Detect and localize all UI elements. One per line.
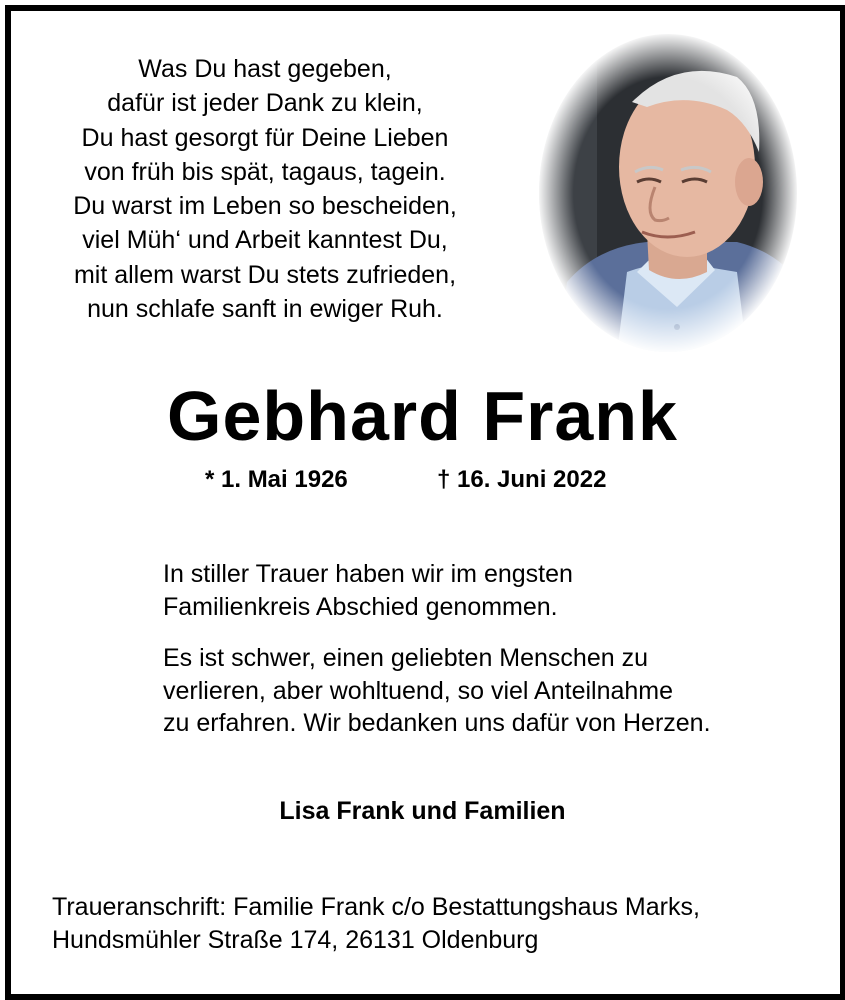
poem-line: mit allem warst Du stets zufrieden, bbox=[73, 260, 457, 289]
poem-line: viel Müh‘ und Arbeit kanntest Du, bbox=[82, 226, 448, 255]
birth-date: * 1. Mai 1926 bbox=[205, 466, 348, 493]
signers: Lisa Frank und Familien bbox=[279, 797, 566, 825]
portrait-photo bbox=[537, 32, 799, 354]
poem-line: Du warst im Leben so bescheiden, bbox=[73, 192, 457, 221]
paragraph-line: In stiller Trauer haben wir im engsten bbox=[163, 560, 573, 588]
poem-line: Was Du hast gegeben, bbox=[138, 55, 392, 83]
address-line: Hundsmühler Straße 174, 26131 Oldenburg bbox=[52, 926, 539, 954]
paragraph-line: zu erfahren. Wir bedanken uns dafür von Herzen. bbox=[163, 709, 711, 737]
poem-line: Du hast gesorgt für Deine Lieben bbox=[81, 123, 449, 152]
death-date: † 16. Juni 2022 bbox=[437, 466, 607, 493]
mourning-paragraph bbox=[163, 558, 573, 623]
thanks-paragraph bbox=[163, 642, 711, 740]
memorial-poem bbox=[30, 52, 500, 326]
paragraph-line: verlieren, aber wohltuend, so viel Anteilnahme bbox=[163, 676, 674, 705]
mourning-address bbox=[52, 891, 700, 957]
poem-line: von früh bis spät, tagaus, tagein. bbox=[84, 157, 446, 186]
paragraph-line: Familienkreis Abschied genommen. bbox=[163, 592, 558, 621]
poem-line: nun schlafe sanft in ewiger Ruh. bbox=[87, 295, 443, 324]
paragraph-line: Es ist schwer, einen geliebten Menschen zu bbox=[163, 644, 648, 672]
poem-line: dafür ist jeder Dank zu klein, bbox=[107, 89, 423, 118]
deceased-name: Gebhard Frank bbox=[167, 377, 678, 455]
address-line: Traueranschrift: Familie Frank c/o Bestattungshaus Marks, bbox=[52, 893, 700, 921]
